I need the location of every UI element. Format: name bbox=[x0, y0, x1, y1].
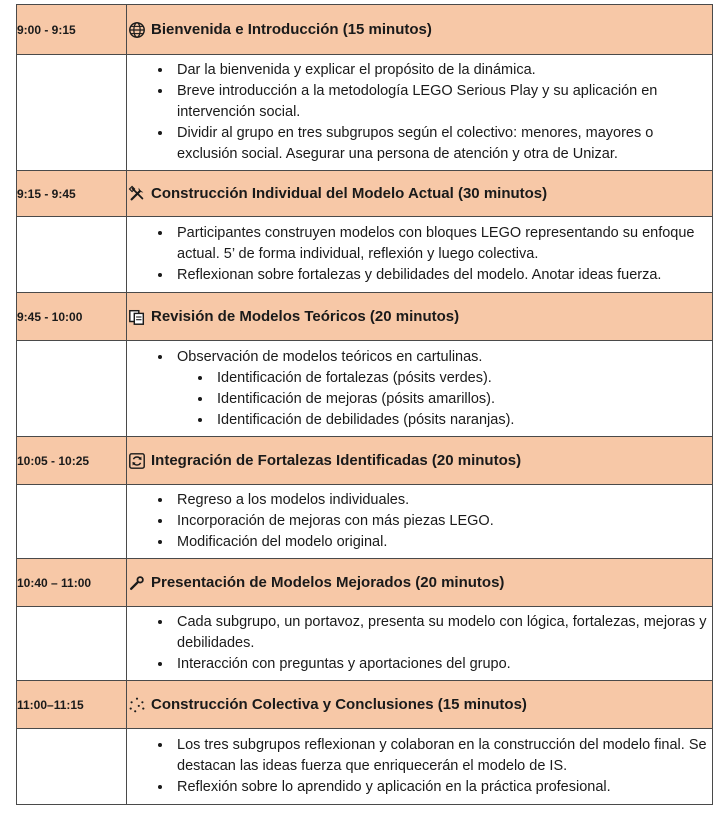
globe-icon bbox=[127, 20, 147, 40]
bullet-list bbox=[127, 223, 712, 286]
list-item: • Incorporación de mejoras con más piezas LEGO. bbox=[173, 511, 712, 532]
section-header bbox=[17, 681, 713, 729]
agenda-table bbox=[16, 4, 713, 805]
section-body bbox=[17, 341, 713, 437]
microphone-icon bbox=[127, 573, 147, 593]
list-item: • Reflexión sobre lo aprendido y aplicación en la práctica profesional. bbox=[173, 777, 712, 798]
list-item: • Reflexionan sobre fortalezas y debilidades del modelo. Anotar ideas fuerza. bbox=[173, 265, 712, 286]
list-item bbox=[173, 347, 712, 431]
time-slot: 10:40 – 11:00 bbox=[17, 559, 127, 607]
bullet-list bbox=[127, 612, 712, 675]
sub-list-item: • Identificación de mejoras (pósits amarillos). bbox=[213, 389, 712, 410]
bullet-list bbox=[127, 735, 712, 798]
list-item: • Breve introducción a la metodología LEGO Serious Play y su aplicación en intervención social. bbox=[173, 81, 712, 123]
tools-icon bbox=[127, 184, 147, 204]
section-title: Construcción Individual del Modelo Actual (30 minutos) bbox=[151, 185, 548, 202]
section-body bbox=[17, 55, 713, 171]
list-item: • Regreso a los modelos individuales. bbox=[173, 490, 712, 511]
sub-list-item: • Identificación de debilidades (pósits naranjas). bbox=[213, 410, 712, 431]
bullet-list bbox=[127, 60, 712, 165]
copy-pages-icon bbox=[127, 307, 147, 327]
section-title: Revisión de Modelos Teóricos (20 minutos) bbox=[151, 308, 460, 325]
section-header bbox=[17, 293, 713, 341]
sub-list-item: • Identificación de fortalezas (pósits verdes). bbox=[213, 368, 712, 389]
list-item: • Modificación del modelo original. bbox=[173, 532, 712, 553]
time-slot: 9:00 - 9:15 bbox=[17, 5, 127, 55]
list-item: • Dividir al grupo en tres subgrupos según el colectivo: menores, mayores o exclusión social. Asegurar una persona de atención y otra de Unizar. bbox=[173, 123, 712, 165]
time-slot: 9:45 - 10:00 bbox=[17, 293, 127, 341]
sparkle-dots-icon bbox=[127, 695, 147, 715]
section-title: Presentación de Modelos Mejorados (20 minutos) bbox=[151, 574, 505, 591]
bullet-list bbox=[127, 347, 712, 431]
time-slot: 11:00–11:15 bbox=[17, 681, 127, 729]
section-body bbox=[17, 607, 713, 681]
section-title: Construcción Colectiva y Conclusiones (15 minutos) bbox=[151, 696, 527, 713]
list-item-text: Observación de modelos teóricos en cartulinas. bbox=[177, 348, 483, 365]
section-body bbox=[17, 485, 713, 559]
section-header bbox=[17, 559, 713, 607]
section-header bbox=[17, 5, 713, 55]
list-item: • Dar la bienvenida y explicar el propósito de la dinámica. bbox=[173, 60, 712, 81]
sub-bullet-list bbox=[177, 368, 712, 431]
list-item: • Los tres subgrupos reflexionan y colaboran en la construcción del modelo final. Se destacan las ideas fuerza que enriquecerán el modelo de IS. bbox=[173, 735, 712, 777]
refresh-square-icon bbox=[127, 451, 147, 471]
section-title: Bienvenida e Introducción (15 minutos) bbox=[151, 21, 432, 38]
list-item: • Participantes construyen modelos con bloques LEGO representando su enfoque actual. 5’ de forma individual, reflexión y luego colectiva. bbox=[173, 223, 712, 265]
section-header bbox=[17, 437, 713, 485]
bullet-list bbox=[127, 490, 712, 553]
time-slot: 9:15 - 9:45 bbox=[17, 171, 127, 217]
section-body bbox=[17, 729, 713, 805]
section-title: Integración de Fortalezas Identificadas (20 minutos) bbox=[151, 452, 522, 469]
list-item: • Cada subgrupo, un portavoz, presenta su modelo con lógica, fortalezas, mejoras y debilidades. bbox=[173, 612, 712, 654]
section-body bbox=[17, 217, 713, 293]
list-item: • Interacción con preguntas y aportaciones del grupo. bbox=[173, 654, 712, 675]
time-slot: 10:05 - 10:25 bbox=[17, 437, 127, 485]
section-header bbox=[17, 171, 713, 217]
